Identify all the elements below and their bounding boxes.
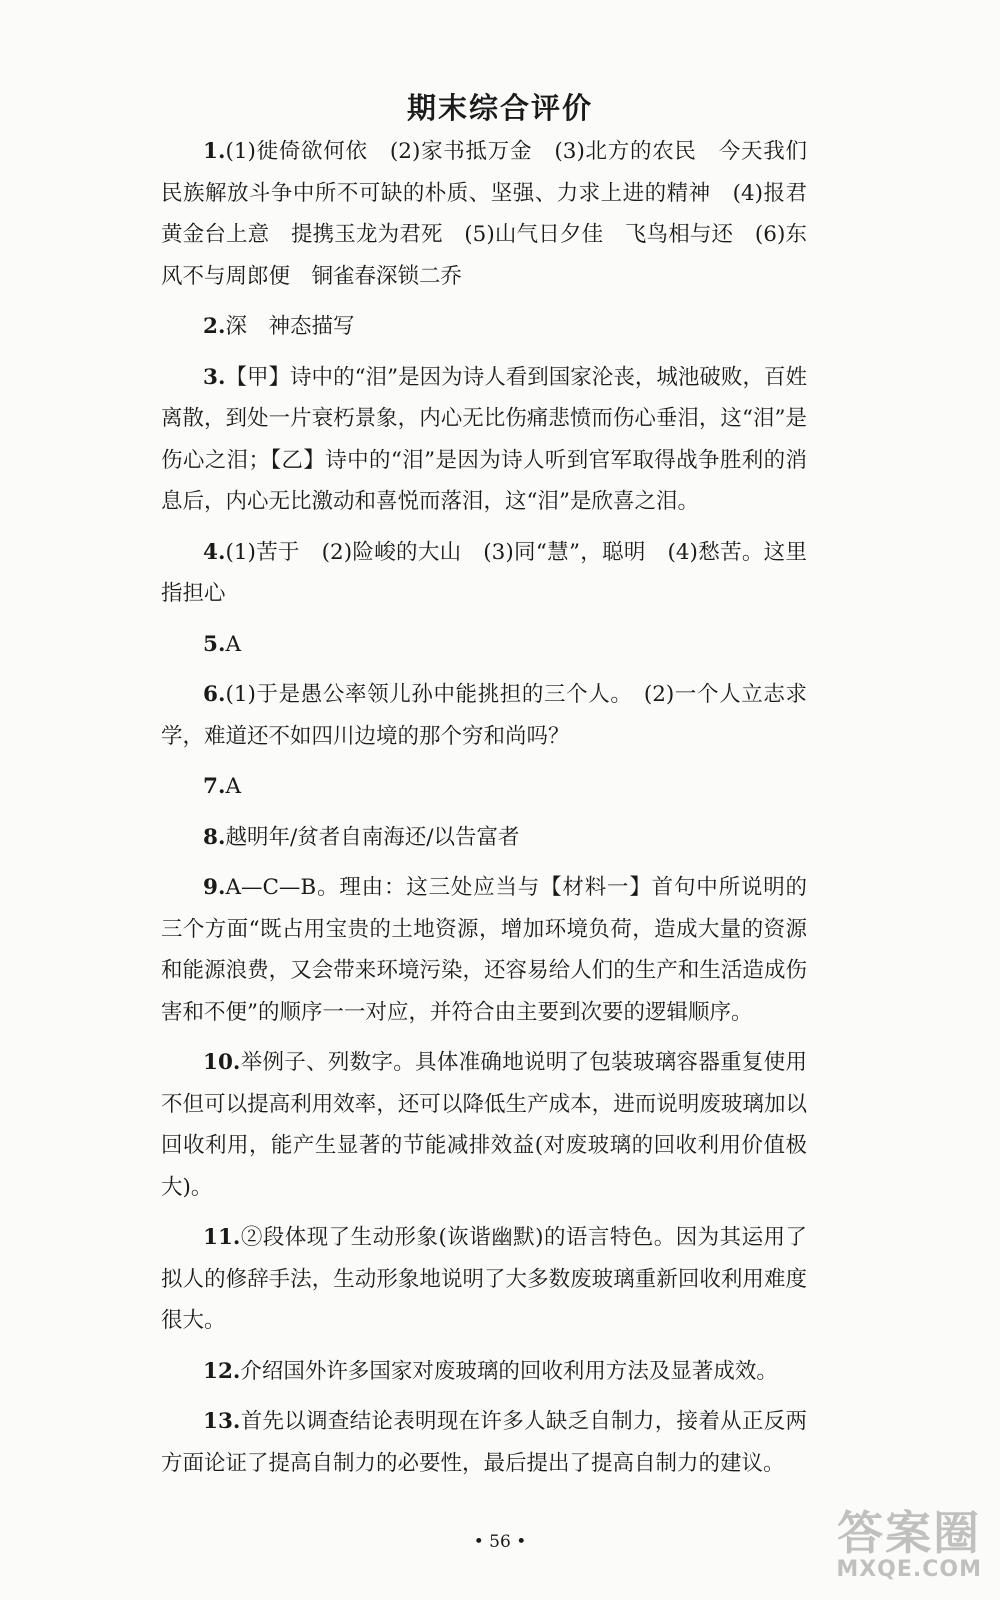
answer-number: 5.	[203, 631, 226, 657]
page-title: 期末综合评价	[406, 91, 593, 125]
answer-text: 介绍国外许多国家对废玻璃的回收利用方法及显著成效。	[240, 1358, 778, 1384]
answer-number: 10.	[203, 1050, 241, 1075]
answer-number: 3.	[203, 364, 226, 390]
answer-number: 8.	[203, 824, 226, 850]
answer-item	[161, 1401, 807, 1484]
answer-text: (1)于是愚公率领儿孙中能挑担的三个人。 (2)一个人立志求学，难道还不如四川边境的那个穷和尚吗？	[161, 682, 807, 749]
answer-number: 11.	[203, 1225, 241, 1250]
answer-number: 9.	[203, 875, 226, 900]
watermark	[836, 1506, 982, 1582]
answer-text: (1)苦于 (2)险峻的大山 (3)同“慧”，聪明 (4)愁苦。这里指担心	[161, 539, 807, 606]
answer-number: 6.	[203, 682, 226, 707]
answer-text: 首先以调查结论表明现在许多人缺乏自制力，接着从正反两方面论证了提高自制力的必要性，最后提出了提高自制力的建议。	[161, 1409, 807, 1476]
answer-text: 【甲】诗中的“泪”是因为诗人看到国家沦丧，城池破败，百姓离散，到处一片衰朽景象，内心无比伤痛悲愤而伤心垂泪，这“泪”是伤心之泪；【乙】诗中的“泪”是因为诗人听到官军取得战争胜利的消息后，内心无比激动和喜悦而落泪，这“泪”是欣喜之泪。	[161, 364, 807, 514]
answer-item	[161, 624, 807, 666]
answer-list	[161, 131, 807, 1493]
answer-number: 2.	[203, 314, 226, 339]
answer-item	[161, 357, 807, 523]
answer-item	[161, 867, 807, 1033]
answer-number: 7.	[203, 774, 226, 799]
answer-number: 1.	[203, 139, 226, 164]
answer-text: 举例子、列数字。具体准确地说明了包装玻璃容器重复使用不但可以提高利用效率，还可以降低生产成本，进而说明废玻璃加以回收利用，能产生显著的节能减排效益(对废玻璃的回收利用价值极大)。	[161, 1050, 807, 1200]
page-number: • 56 •	[473, 1532, 527, 1552]
answer-text: A	[225, 774, 241, 799]
watermark-logo-text: 答案圈	[837, 1506, 982, 1560]
answer-item	[161, 1217, 807, 1342]
answer-text: A—C—B。理由：这三处应当与【材料一】首句中所说明的三个方面“既占用宝贵的土地资源，增加环境负荷，造成大量的资源和能源浪费，又会带来环境污染，还容易给人们的生产和生活造成伤害和不便”的顺序一一对应，并符合由主要到次要的逻辑顺序。	[161, 875, 807, 1025]
answer-item	[161, 532, 807, 615]
answer-text: (1)徙倚欲何依 (2)家书抵万金 (3)北方的农民 今天我们民族解放斗争中所不可缺的朴质、坚强、力求上进的精神 (4)报君黄金台上意 提携玉龙为君死 (5)山气日夕佳 飞鸟相与还 (6)东风不与周郎便 铜雀春深锁二乔	[161, 139, 807, 289]
answer-item	[161, 131, 807, 297]
answer-number: 13.	[203, 1409, 241, 1434]
answer-number: 4.	[203, 539, 226, 565]
answer-item	[161, 306, 807, 348]
answer-item	[161, 817, 807, 859]
answer-item	[161, 766, 807, 808]
answer-text: ②段体现了生动形象(诙谐幽默)的语言特色。因为其运用了拟人的修辞手法，生动形象地说明了大多数废玻璃重新回收利用难度很大。	[161, 1225, 807, 1333]
answer-text: 越明年/贫者自南海还/以告富者	[225, 824, 520, 850]
answer-number: 12.	[203, 1358, 241, 1384]
answer-item	[161, 1351, 807, 1393]
answer-item	[161, 1042, 807, 1208]
watermark-url: MXQE.COM	[836, 1557, 982, 1582]
answer-text: 深 神态描写	[225, 314, 355, 339]
answer-item	[161, 674, 807, 757]
answer-text: A	[225, 631, 241, 657]
